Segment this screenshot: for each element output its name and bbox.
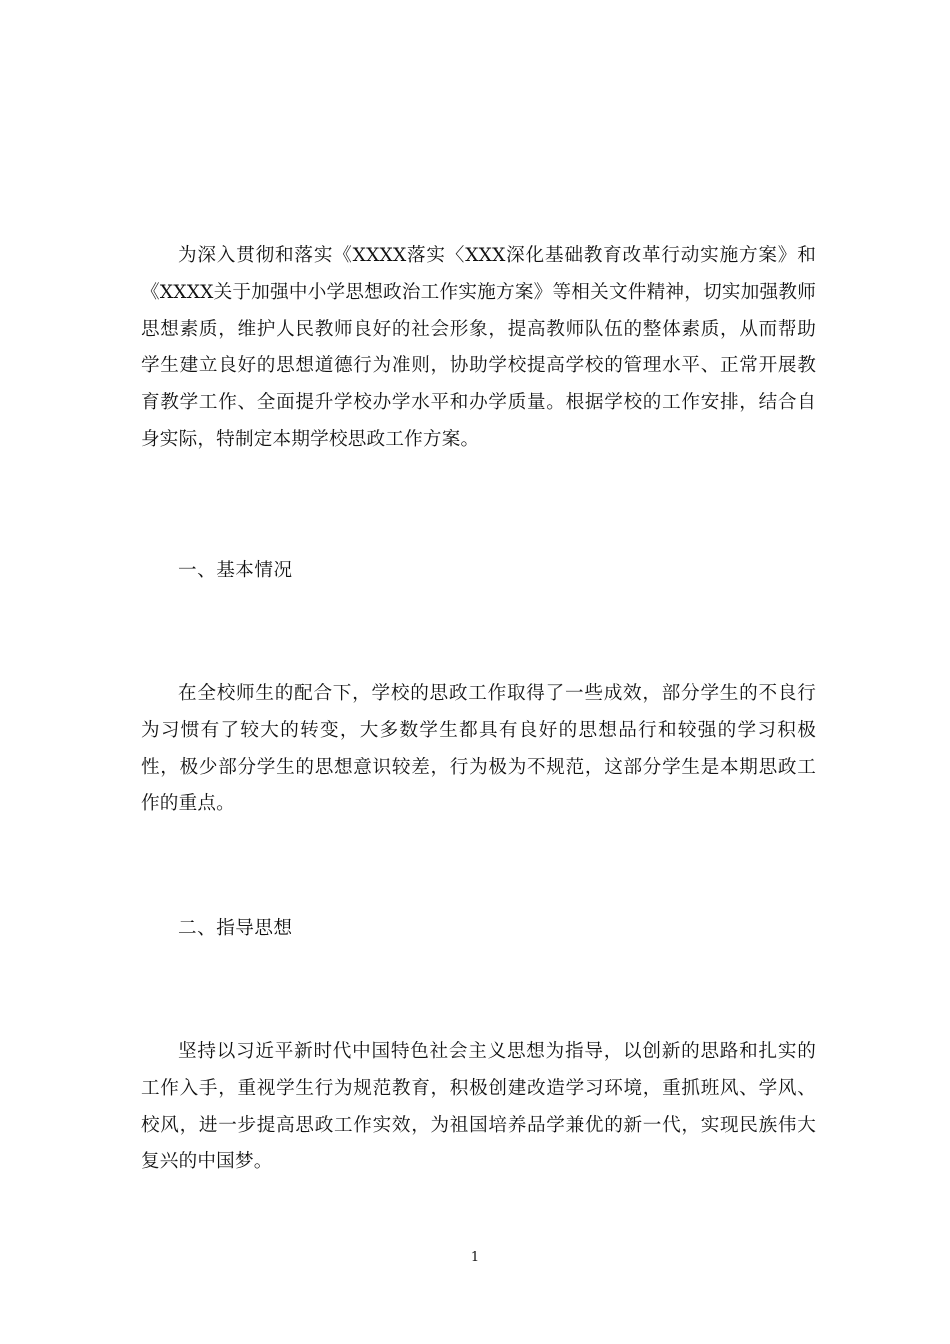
section-body-basic-situation: 在全校师生的配合下，学校的思政工作取得了一些成效，部分学生的不良行为习惯有了较大的转变，大多数学生都具有良好的思想品行和较强的学习积极性，极少部分学生的思想意识较差，行为极为不规范，这部分学生是本期思政工作的重点。: [141, 683, 816, 815]
section-heading-guiding-ideology: 二、指导思想: [178, 918, 293, 939]
section-heading-basic-situation: 一、基本情况: [178, 560, 293, 581]
page-number: 1: [470, 1250, 480, 1265]
section-body-guiding-ideology: 坚持以习近平新时代中国特色社会主义思想为指导，以创新的思路和扎实的工作入手，重视学生行为规范教育，积极创建改造学习环境，重抓班风、学风、校风，进一步提高思政工作实效，为祖国培养品学兼优的新一代，实现民族伟大复兴的中国梦。: [141, 1041, 816, 1173]
intro-paragraph: 为深入贯彻和落实《XXXX落实〈XXX深化基础教育改革行动实施方案》和《XXXX关于加强中小学思想政治工作实施方案》等相关文件精神，切实加强教师思想素质，维护人民教师良好的社会形象，提高教师队伍的整体素质，从而帮助学生建立良好的思想道德行为准则，协助学校提高学校的管理水平、正常开展教育教学工作、全面提升学校办学水平和办学质量。根据学校的工作安排，结合自身实际，特制定本期学校思政工作方案。: [141, 245, 816, 450]
